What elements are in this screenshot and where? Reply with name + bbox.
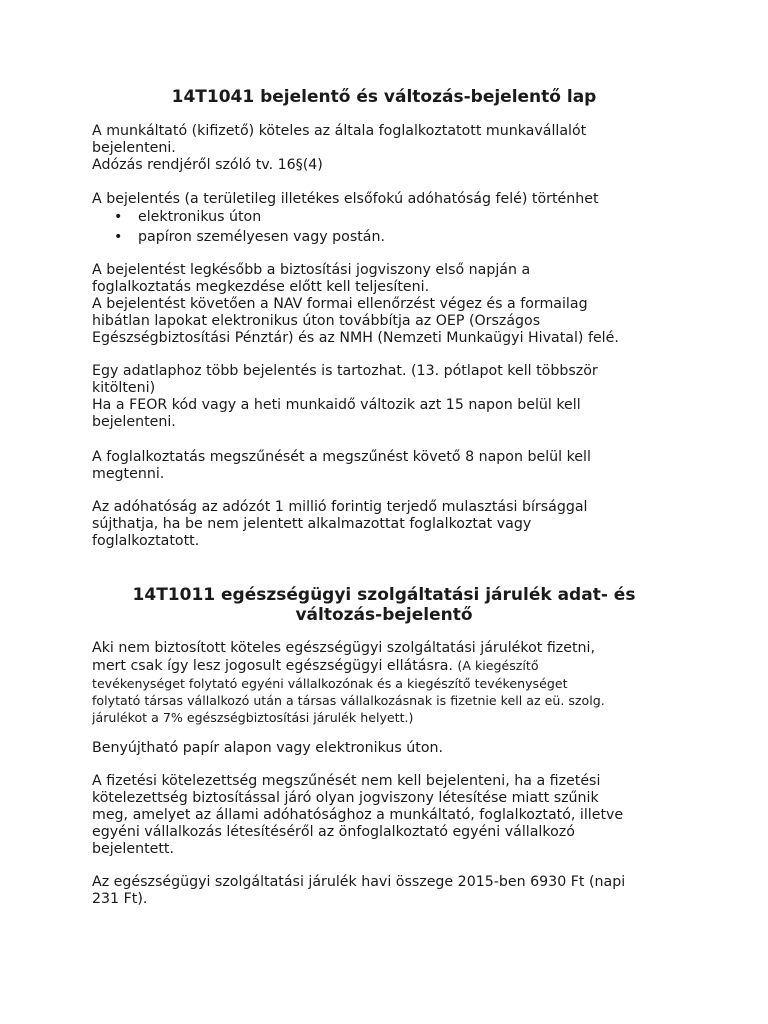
section1-para4 bbox=[92, 363, 692, 431]
text-run: mert csak így lesz jogosult egészségügyi ellátásra. bbox=[92, 658, 458, 674]
note-line: tevékenységet folytató egyéni vállalkozónak és a kiegészítő tevékenységet bbox=[92, 676, 568, 691]
text-line: A foglalkoztatás megszűnését a megszűnést követő 8 napon belül kell bbox=[92, 449, 591, 465]
section1-para1 bbox=[92, 123, 692, 174]
text-line: Aki nem biztosított köteles egészségügyi szolgáltatási járulékot fizetni, bbox=[92, 640, 595, 656]
text-line: hibátlan lapokat elektronikus úton továbbítja az OEP (Országos bbox=[92, 313, 541, 329]
section1-title: 14T1041 bejelentő és változás-bejelentő lap bbox=[171, 87, 597, 107]
text-line bbox=[92, 657, 692, 675]
bullet-icon: • bbox=[114, 229, 123, 245]
section2-title-line: 14T1011 egészségügyi szolgáltatási járulék adat- és bbox=[132, 585, 636, 605]
text-line: foglalkoztatott. bbox=[92, 533, 200, 549]
text-line: meg, amelyet az állami adóhatósághoz a munkáltató, foglalkoztató, illetve bbox=[92, 807, 624, 823]
section2-para2 bbox=[92, 740, 692, 757]
list-item bbox=[92, 227, 385, 247]
text-line: foglalkoztatás megkezdése előtt kell teljesíteni. bbox=[92, 279, 430, 295]
delivery-methods-list bbox=[92, 207, 385, 247]
text-line: egyéni vállalkozás létesítéséről az önfoglalkoztató egyéni vállalkozó bbox=[92, 824, 575, 840]
section2-title bbox=[0, 585, 768, 625]
text-line: Adózás rendjéről szóló tv. 16§(4) bbox=[92, 157, 323, 173]
list-item bbox=[92, 207, 385, 227]
text-line: bejelenteni. bbox=[92, 414, 176, 430]
note-line: folytató társas vállalkozó után a társas vállalkozásnak is fizetnie kell az eü. szolg. bbox=[92, 693, 605, 708]
note-line: járulékot a 7% egészségbiztosítási járulék helyett.) bbox=[92, 710, 414, 725]
section1-para2-intro bbox=[92, 191, 692, 208]
text-line: Egy adatlaphoz több bejelentés is tartozhat. (13. pótlapot kell többször bbox=[92, 363, 598, 379]
section2-para1 bbox=[92, 640, 692, 726]
bullet-icon: • bbox=[114, 209, 123, 225]
section2-para4 bbox=[92, 874, 692, 908]
text-line: Egészségbiztosítási Pénztár) és az NMH (Nemzeti Munkaügyi Hivatal) felé. bbox=[92, 330, 619, 346]
section2-title-line: változás-bejelentő bbox=[295, 605, 473, 625]
text-line: A fizetési kötelezettség megszűnését nem kell bejelenteni, ha a fizetési bbox=[92, 773, 601, 789]
section2-para3 bbox=[92, 773, 692, 858]
section1-para3 bbox=[92, 262, 692, 347]
text-line: bejelenteni. bbox=[92, 140, 176, 156]
text-line: bejelentett. bbox=[92, 841, 174, 857]
text-line: kötelezettség biztosítással járó olyan jogviszony létesítése miatt szűnik bbox=[92, 790, 599, 806]
text-line: sújthatja, ha be nem jelentett alkalmazottat foglalkoztat vagy bbox=[92, 516, 532, 532]
section1-para5 bbox=[92, 449, 692, 483]
text-line: A bejelentést követően a NAV formai ellenőrzést végez és a formailag bbox=[92, 296, 588, 312]
text-line: 231 Ft). bbox=[92, 891, 148, 907]
text-line: Az adóhatóság az adózót 1 millió forintig terjedő mulasztási bírsággal bbox=[92, 499, 588, 515]
text-line: A munkáltató (kifizető) köteles az általa foglalkoztatott munkavállalót bbox=[92, 123, 587, 139]
list-item-label: papíron személyesen vagy postán. bbox=[138, 229, 385, 245]
text-line: A bejelentés (a területileg illetékes elsőfokú adóhatóság felé) történhet bbox=[92, 191, 599, 207]
text-line: Ha a FEOR kód vagy a heti munkaidő változik azt 15 napon belül kell bbox=[92, 397, 581, 413]
text-line: Benyújtható papír alapon vagy elektronikus úton. bbox=[92, 740, 444, 756]
text-line: A bejelentést legkésőbb a biztosítási jogviszony első napján a bbox=[92, 262, 531, 278]
list-item-label: elektronikus úton bbox=[138, 209, 262, 225]
note-run: (A kiegészítő bbox=[457, 658, 539, 673]
text-line: Az egészségügyi szolgáltatási járulék havi összege 2015-ben 6930 Ft (napi bbox=[92, 874, 626, 890]
text-line: megtenni. bbox=[92, 466, 165, 482]
text-line: kitölteni) bbox=[92, 380, 156, 396]
section1-para6 bbox=[92, 499, 692, 550]
